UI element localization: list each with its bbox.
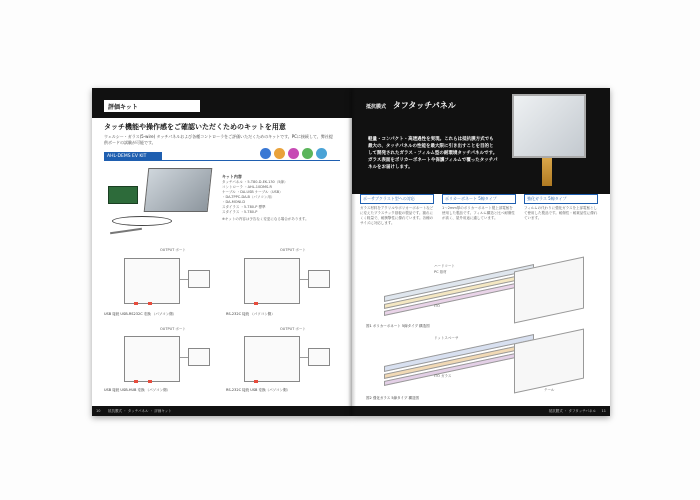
connection-diagram-2 <box>226 244 338 322</box>
color-dot <box>274 148 285 159</box>
controller-board-image <box>108 186 138 204</box>
diagram-device <box>124 258 180 304</box>
left-header-title-box <box>104 100 200 112</box>
diagram-caption: USB 接続 USB-RS232C 変換 （パソコン側） <box>104 312 177 316</box>
kit-list-item: ・DA-MONI-D <box>222 200 246 204</box>
diagram-pc <box>188 348 210 366</box>
layer-label: PC 基材 <box>434 270 447 274</box>
feature-body: ガラス材料をアクリルやポリカーボネートなどに変えたプラスチック基板の製品です。割れにくく軽量で、耐衝撃性に優れています。各種のサイズに対応します。 <box>360 206 434 225</box>
diagram-pc <box>308 348 330 366</box>
diagram-connector <box>254 380 258 383</box>
feature-title: 強化ガラス 5線タイプ <box>524 194 598 204</box>
cable-image <box>112 216 172 226</box>
diagram-pc <box>188 270 210 288</box>
feature-column-3 <box>524 194 598 221</box>
diagram-device <box>244 336 300 382</box>
stylus-image <box>110 228 142 234</box>
layer-label: ITO ガラス <box>434 374 452 378</box>
diagram-connector <box>148 380 152 383</box>
left-footer-text: 抵抗膜式 ・ タッチパネル ・ 評価キット <box>108 409 172 413</box>
diagram-label: OUTPUT ポート <box>160 248 186 252</box>
left-page <box>92 88 352 416</box>
right-lead-text: 軽量・コンパクト・高透過性を実現。これらは抵抗膜方式でも最大の、タッチパネルの性能を最大限に引き出すことを目的として開発されたガラス・フィルム型の耐環境タッチパネルです。ガラス表面をポリカーボネートや保護フィルムで覆ったタッチパネルをお届けします。 <box>368 137 498 170</box>
diagram-caption: RS-232C 接続 USB 変換（パソコン側） <box>226 388 290 392</box>
layer-label: テール <box>544 388 555 392</box>
kit-list-item: スタイラス ・5-T80-P <box>222 210 258 214</box>
layer-diagram-2 <box>364 332 596 408</box>
color-dot <box>288 148 299 159</box>
diagram-wire <box>180 357 188 358</box>
right-page-number: 11 <box>601 409 606 413</box>
kit-photo <box>106 166 216 236</box>
color-dot <box>302 148 313 159</box>
feature-title: ポーサブクラスト型への対応 <box>360 194 434 204</box>
left-footer <box>92 406 352 416</box>
layer-label: ITO <box>434 304 440 308</box>
diagram-label: OUTPUT ポート <box>280 248 306 252</box>
feature-column-1 <box>360 194 434 226</box>
right-footer-text: 抵抗膜式 ・ タフタッチパネル <box>548 409 596 413</box>
right-page <box>352 88 610 416</box>
flex-tail-image <box>542 158 552 186</box>
left-header-band <box>92 88 352 118</box>
layer-label: ハードコート <box>434 264 455 268</box>
kit-list-item: ケーブル ・DA-USB ケーブル（USB） <box>222 190 283 194</box>
diagram-connector <box>254 302 258 305</box>
layer-label: ドットスペーサ <box>434 336 459 340</box>
left-header-title: 評価キット <box>108 104 138 111</box>
diagram-wire <box>300 279 308 280</box>
left-section-title: タッチ機能や操作感をご確認いただくためのキットを用意 <box>104 123 286 131</box>
kit-list-heading: キット内容 <box>222 174 242 179</box>
diagram-pc <box>308 270 330 288</box>
feature-body: 1〜2mm厚のポリカーボネート製上部電極を使用した製品です。フィルム構造と比べ耐傷性が高く、屋外用途に適しています。 <box>442 206 515 220</box>
diagram-wire <box>300 357 308 358</box>
kit-list-item: スタイラス ・5-T80-P 標準 <box>222 205 266 209</box>
diagram-device <box>244 258 300 304</box>
spine-shadow <box>348 88 356 416</box>
diagram-caption: USB 接続 USB-HUB 変換 （パソコン側） <box>104 388 171 392</box>
kit-list-item: ・DA-TPPC-DA-B（パソコン用） <box>222 195 275 199</box>
panel-frame-image <box>512 94 586 158</box>
diagram-connector <box>148 302 152 305</box>
kit-contents <box>222 174 338 222</box>
color-dot <box>260 148 271 159</box>
feature-body: フィルムの代わりに強化ガラスを上部電極として使用した製品です。耐傷性・耐薬品性に優れています。 <box>524 206 598 220</box>
kit-list-item: タッチパネル ・5-T80-D-EK-130（5線） <box>222 180 288 184</box>
diagram-device <box>124 336 180 382</box>
connection-diagram-1 <box>104 244 216 322</box>
diagram-connector <box>134 302 138 305</box>
kit-label: AHL-DEMS EV KIT <box>107 154 147 159</box>
diagram-wire <box>180 279 188 280</box>
feature-column-2 <box>442 194 516 221</box>
touch-panel-image <box>144 168 213 212</box>
right-footer <box>352 406 610 416</box>
diagram-connector <box>134 380 138 383</box>
kit-list-item: コントローラ ・AHL-10DMS-R <box>222 185 272 189</box>
connection-diagram-4 <box>226 326 338 404</box>
right-header-main: タフタッチパネル <box>392 101 456 110</box>
color-dot <box>316 148 327 159</box>
feature-title: ポリカーボネート 5線タイプ <box>442 194 516 204</box>
tough-panel-photo <box>502 90 598 190</box>
diagram-caption: RS-232C 接続 （パソコン側） <box>226 312 275 316</box>
right-header-title <box>366 100 456 111</box>
diagram1-caption: 図1 ポリカーボネート 5線タイプ 構造図 <box>366 324 430 328</box>
left-intro-text: ウェルシー・ガラス(5-wire) タッチパネルおよび各種コントローラをご評価いただくためのキットです。PCに接続して、弊社提供ボードの試験が可能です。 <box>104 134 333 145</box>
right-header-small: 抵抗膜式 <box>366 104 387 110</box>
left-page-number: 10 <box>96 409 101 413</box>
diagram-label: OUTPUT ポート <box>280 327 306 331</box>
layer-diagram-1 <box>364 260 596 336</box>
diagram-label: OUTPUT ポート <box>160 327 186 331</box>
kit-divider <box>104 160 340 161</box>
kit-note: ※キットの内容は予告なく変更になる場合があります。 <box>222 217 309 221</box>
connection-diagram-3 <box>104 326 216 404</box>
diagram2-caption: 図2 強化ガラス 5線タイプ 構造図 <box>366 396 420 400</box>
color-dots <box>260 148 327 159</box>
